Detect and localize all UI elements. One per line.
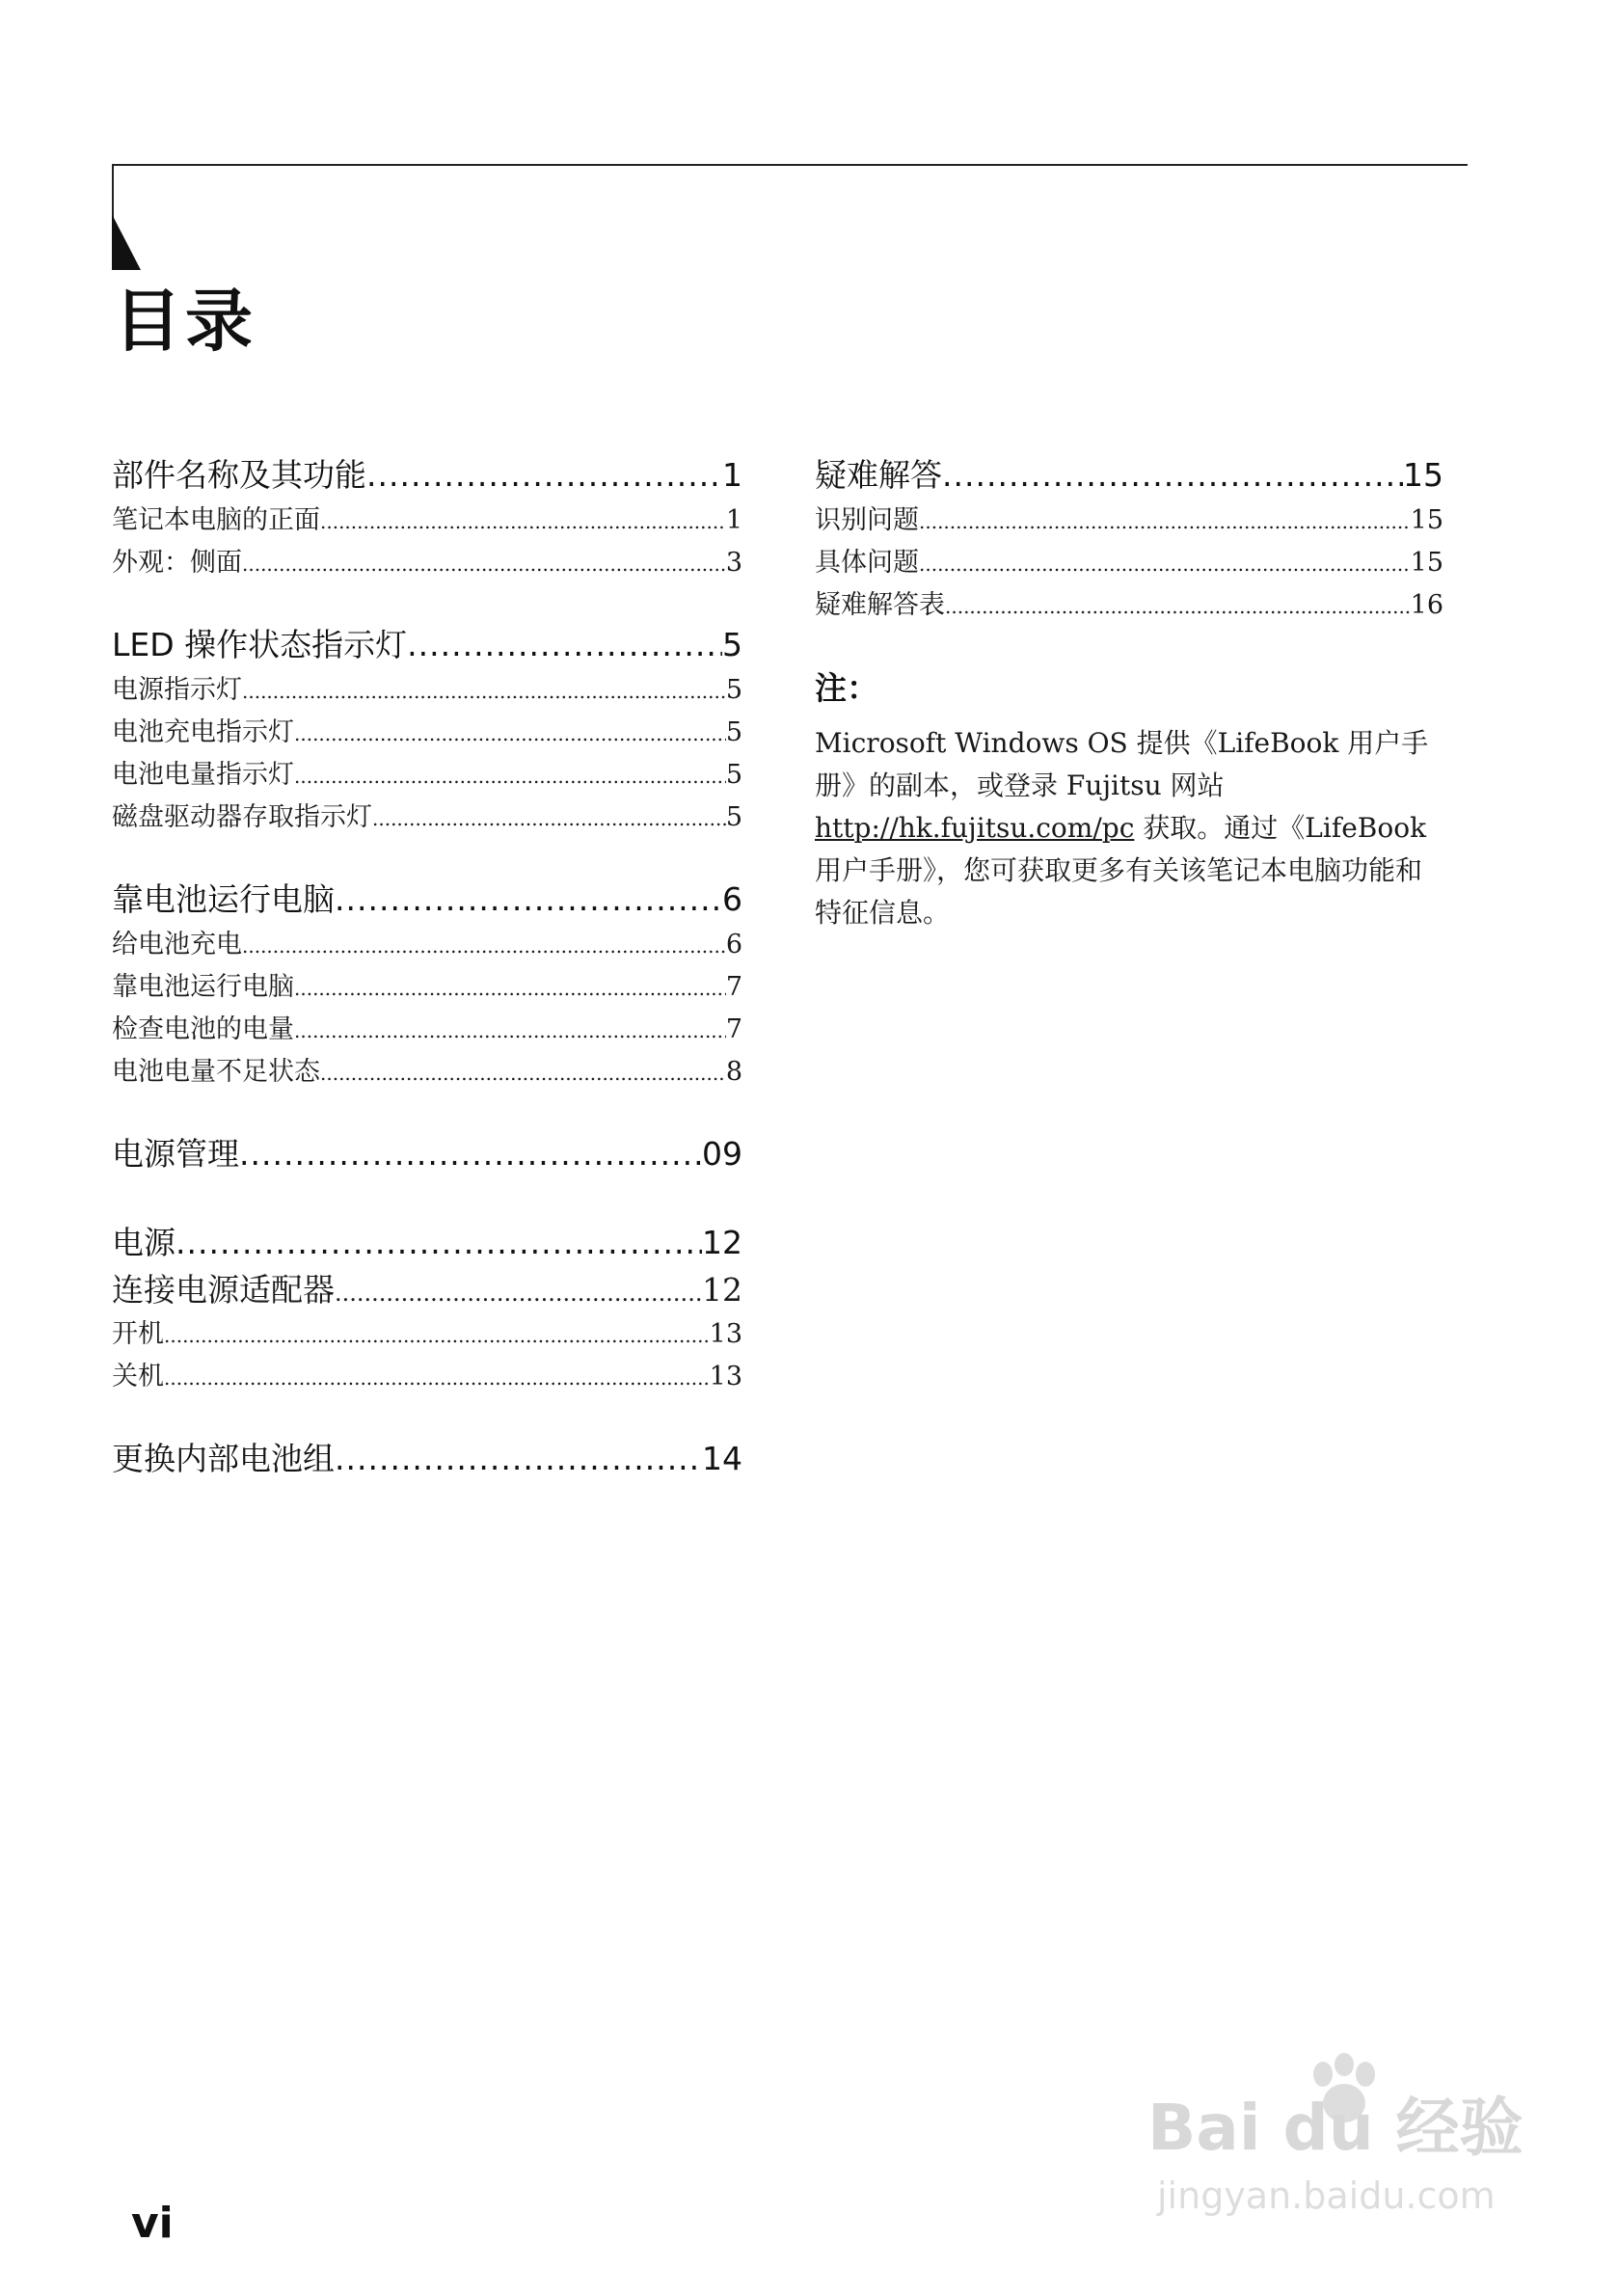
- toc-subentry-title: 外观：侧面: [112, 548, 242, 578]
- toc-subentry[interactable]: [112, 1356, 742, 1398]
- toc-subentry[interactable]: [815, 584, 1443, 627]
- toc-subentry[interactable]: [112, 1009, 742, 1051]
- toc-leader: [942, 451, 1403, 500]
- toc-subentry-title: 电池充电指示灯: [112, 717, 294, 747]
- toc-leader: [919, 500, 1411, 543]
- toc-section: [112, 876, 742, 1094]
- toc-subentry-page: 7: [725, 972, 742, 1002]
- toc-subentry-page: 13: [709, 1319, 742, 1349]
- toc-section: [112, 1435, 742, 1483]
- toc-section: [112, 621, 742, 839]
- toc-leader: [335, 1270, 702, 1316]
- header-marker: [112, 214, 141, 270]
- toc-subentry-title: 电池电量不足状态: [112, 1057, 320, 1087]
- toc-entry-page: 6: [722, 880, 742, 918]
- toc-subentry-page: 13: [709, 1362, 742, 1391]
- toc-subentry[interactable]: [112, 966, 742, 1009]
- note-text: [815, 722, 1443, 934]
- toc-subentry-title: 电源指示灯: [112, 675, 242, 705]
- header-rule: [112, 164, 1468, 166]
- toc-subentry-title: 具体问题: [815, 548, 919, 578]
- baidu-jingyan-watermark: [1147, 2059, 1552, 2252]
- toc-entry-page: 14: [702, 1440, 742, 1477]
- toc-entry-title: 疑难解答: [815, 456, 942, 494]
- toc-subentry-page: 15: [1410, 505, 1443, 535]
- toc-subentry-title: 检查电池的电量: [112, 1014, 294, 1044]
- toc-entry-title: 更换内部电池组: [112, 1440, 335, 1477]
- toc-section: [112, 1219, 742, 1398]
- toc-subentry-title: 识别问题: [815, 505, 919, 535]
- toc-subentry-title: 电池电量指示灯: [112, 760, 294, 790]
- toc-leader: [242, 543, 726, 585]
- toc-subentry-title: 笔记本电脑的正面: [112, 505, 320, 535]
- note-text-before: Microsoft Windows OS 提供《LifeBook 用户手册》的副本，或登录 Fujitsu 网站: [815, 727, 1429, 801]
- toc-subentry-title: 连接电源适配器: [112, 1271, 335, 1309]
- toc-subentry-page: 5: [725, 675, 742, 705]
- toc-subentry-page: 8: [725, 1057, 742, 1087]
- toc-entry-page: 5: [722, 626, 742, 663]
- note-text-after: 获取。通过《LifeBook 用户手册》，您可获取更多有关该笔记本电脑功能和特征信息。: [815, 812, 1427, 929]
- toc-subentry-title: 疑难解答表: [815, 590, 945, 620]
- toc-leader: [294, 755, 726, 797]
- fujitsu-website-link[interactable]: http://hk.fujitsu.com/pc: [815, 812, 1135, 844]
- toc-entry[interactable]: [112, 1130, 742, 1178]
- toc-subentry-title: 靠电池运行电脑: [112, 972, 294, 1002]
- toc-leader: [320, 500, 726, 543]
- toc-leader: [164, 1314, 710, 1357]
- toc-entry-title: 电源管理: [112, 1135, 239, 1173]
- toc-subentry[interactable]: [112, 669, 742, 712]
- toc-subentry-page: 15: [1410, 548, 1443, 578]
- toc-subentry[interactable]: [112, 924, 742, 966]
- toc-entry-page: 09: [702, 1135, 742, 1173]
- toc-section: [815, 451, 1443, 627]
- toc-leader: [164, 1357, 710, 1399]
- toc-subentry[interactable]: [112, 797, 742, 839]
- toc-subentry[interactable]: [112, 1313, 742, 1356]
- toc-subentry-page: 3: [725, 548, 742, 578]
- toc-leader: [239, 1130, 702, 1178]
- toc-entry-page: 12: [702, 1224, 742, 1261]
- toc-leader: [372, 797, 726, 840]
- toc-entry-title: 靠电池运行电脑: [112, 880, 335, 918]
- toc-subentry-page: 7: [725, 1014, 742, 1044]
- toc-leader: [335, 1435, 702, 1483]
- toc-leader: [407, 621, 722, 669]
- toc-subentry-page: 5: [725, 802, 742, 832]
- toc-entry[interactable]: [112, 876, 742, 924]
- toc-subentry-title: 开机: [112, 1319, 164, 1349]
- toc-leader: [242, 670, 726, 713]
- toc-entry[interactable]: [112, 451, 742, 500]
- toc-entry[interactable]: [112, 1219, 742, 1267]
- toc-leader: [919, 543, 1411, 585]
- toc-subentry[interactable]: [112, 754, 742, 797]
- toc-leader: [366, 451, 722, 500]
- page-number: vi: [131, 2199, 174, 2248]
- toc-entry[interactable]: [815, 451, 1443, 500]
- toc-entry-page: 1: [722, 456, 742, 494]
- toc-column-right: [815, 451, 1443, 934]
- toc-leader: [294, 1010, 726, 1052]
- watermark-logo-text: Bai du 经验: [1147, 2091, 1524, 2165]
- toc-subentry-page: 12: [702, 1271, 742, 1309]
- toc-subentry-title: 给电池充电: [112, 930, 242, 959]
- toc-entry-page: 15: [1403, 456, 1443, 494]
- note-block: [815, 663, 1443, 934]
- toc-subentry[interactable]: [112, 1051, 742, 1094]
- page-title: 目录: [114, 282, 256, 361]
- toc-section: [112, 451, 742, 584]
- toc-column-left: [112, 451, 742, 1520]
- watermark-site-text: jingyan.baidu.com: [1157, 2174, 1496, 2217]
- toc-leader: [242, 925, 726, 967]
- toc-entry-title: LED 操作状态指示灯: [112, 626, 408, 663]
- toc-leader: [294, 713, 726, 755]
- toc-subentry-title: 磁盘驱动器存取指示灯: [112, 802, 372, 832]
- toc-leader: [945, 585, 1411, 628]
- toc-subentry-title: 关机: [112, 1362, 164, 1391]
- toc-section: [112, 1130, 742, 1178]
- toc-subentry[interactable]: [815, 542, 1443, 584]
- toc-entry-title: 电源: [112, 1224, 175, 1261]
- toc-subentry-page: 5: [725, 717, 742, 747]
- toc-subentry-page: 1: [725, 505, 742, 535]
- toc-leader: [320, 1052, 726, 1094]
- toc-subentry-page: 16: [1410, 590, 1443, 620]
- toc-entry[interactable]: [112, 621, 742, 669]
- toc-subentry[interactable]: [815, 500, 1443, 542]
- toc-subentry[interactable]: [112, 1267, 742, 1313]
- toc-leader: [294, 967, 726, 1010]
- toc-subentry[interactable]: [112, 712, 742, 754]
- toc-subentry-page: 5: [725, 760, 742, 790]
- toc-entry-title: 部件名称及其功能: [112, 456, 366, 494]
- toc-leader: [175, 1219, 702, 1267]
- toc-subentry[interactable]: [112, 500, 742, 542]
- toc-subentry[interactable]: [112, 542, 742, 584]
- note-label: 注：: [815, 669, 878, 707]
- toc-entry[interactable]: [112, 1435, 742, 1483]
- toc-subentry-page: 6: [725, 930, 742, 959]
- toc-leader: [335, 876, 722, 924]
